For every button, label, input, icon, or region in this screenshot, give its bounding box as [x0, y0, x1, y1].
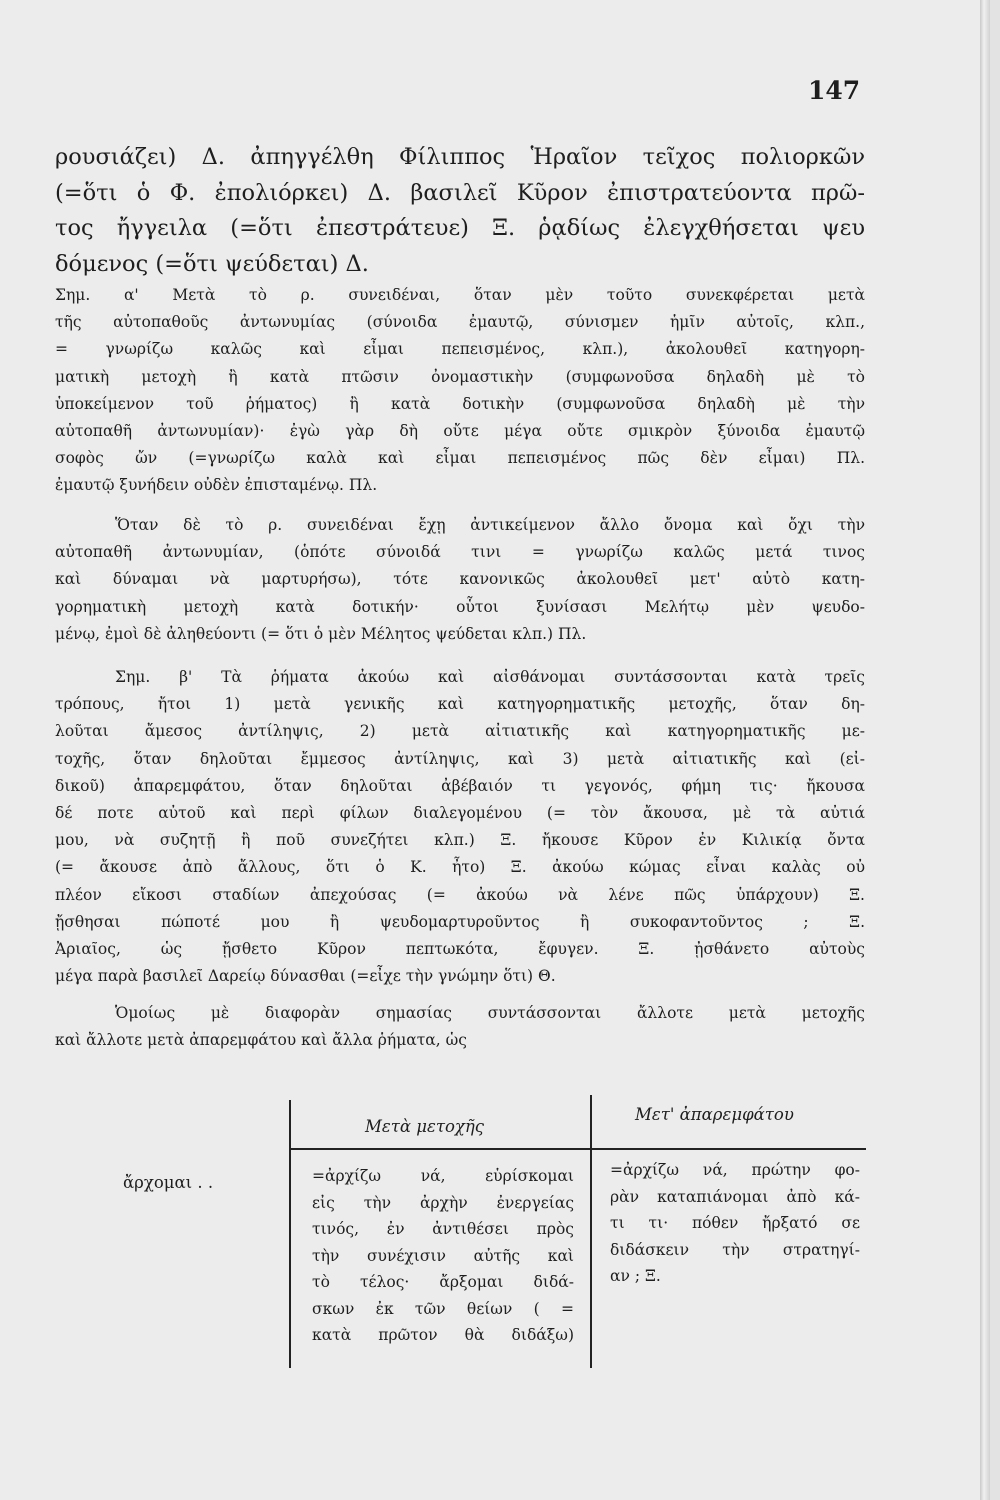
- text-line: Ὅταν δὲ τὸ ρ. συνειδέναι ἔχῃ ἀντικείμενον ἄλλο ὄνομα καὶ ὄχι τὴν: [115, 516, 865, 534]
- page-number: 147: [808, 76, 861, 105]
- cell-line: διδάσκειν τὴν στρατηγί-: [610, 1240, 860, 1259]
- text-line: σοφὸς ὤν (=γνωρίζω καλὰ καὶ εἶμαι πεπεισμένος πῶς δὲν εἶμαι) Πλ.: [55, 449, 865, 468]
- cell-line: αν ; Ξ.: [610, 1267, 661, 1285]
- participle-cell: [312, 1163, 574, 1349]
- paragraph-examples: [55, 140, 865, 282]
- text-line: πλέον εἴκοσι σταδίων ἀπεχούσας (= ἀκούω νὰ λένε πῶς ὑπάρχουν) Ξ.: [55, 885, 865, 904]
- text-line: αὐτοπαθῆ ἀντωνυμίαν, (ὁπότε σύνοιδά τινι = γνωρίζω καλῶς μετά τινος: [55, 543, 865, 562]
- cell-line: τὸ τέλος· ἄρξομαι διδά-: [312, 1273, 574, 1291]
- table-term: ἄρχομαι . .: [123, 1173, 214, 1192]
- cell-line: σκων ἐκ τῶν θείων ( =: [312, 1299, 574, 1318]
- text-line: δικοῦ) ἀπαρεμφάτου, ὅταν δηλοῦται ἀβέβαιόν τι γεγονός, φήμη τις· ἤκουσα: [55, 776, 865, 795]
- text-line: (= ἄκουσε ἀπὸ ἄλλους, ὅτι ὁ Κ. ἦτο) Ξ. ἀκούω κώμας εἶναι καλὰς οὐ: [55, 858, 865, 877]
- paragraph-intro-table: [55, 1000, 865, 1054]
- table-rule: [289, 1100, 291, 1368]
- text-line: Ὁμοίως μὲ διαφορὰν σημασίας συντάσσονται ἄλλοτε μετὰ μετοχῆς: [115, 1004, 865, 1022]
- comparison-table: [60, 1095, 866, 1370]
- text-line: δέ ποτε αὐτοῦ καὶ περὶ φίλων διαλεγομένου (= τὸν ἄκουσα, μὲ τὰ αὐτιά: [55, 804, 865, 823]
- text-line: τοχῆς, ὅταν δηλοῦται ἔμμεσος ἀντίληψις, καὶ 3) μετὰ αἰτιατικῆς καὶ (εἰ-: [55, 749, 865, 768]
- cell-line: τινός, ἐν ἀντιθέσει πρὸς: [312, 1220, 574, 1238]
- cell-line: τὴν συνέχισιν αὐτῆς καὶ: [312, 1246, 574, 1265]
- text-line: καὶ ἄλλοτε μετὰ ἀπαρεμφάτου καὶ ἄλλα ῥήματα, ὡς: [55, 1031, 467, 1050]
- text-line: τρόπους, ἤτοι 1) μετὰ γενικῆς καὶ κατηγορηματικῆς μετοχῆς, ὅταν δη-: [55, 695, 865, 714]
- note-alpha-continued: [55, 512, 865, 648]
- cell-line: εἰς τὴν ἀρχὴν ἐνεργείας: [312, 1193, 574, 1212]
- text-line: ρουσιάζει) Δ. ἀπηγγέλθη Φίλιππος Ἡραῖον τεῖχος πολιορκῶν: [55, 144, 865, 170]
- text-line: (=ὅτι ὁ Φ. ἐπολιόρκει) Δ. βασιλεῖ Κῦρον ἐπιστρατεύοντα πρῶ-: [55, 179, 865, 206]
- text-line: ἐμαυτῷ ξυνήδειν οὐδὲν ἐπισταμένῳ. Πλ.: [55, 476, 378, 495]
- column-header-infinitive: Μετ' ἀπαρεμφάτου: [635, 1105, 794, 1124]
- note-alpha: [55, 282, 865, 500]
- text-line: μου, νὰ συζητῇ ἢ ποῦ συνεζήτει κλπ.) Ξ. ἤκουσε Κῦρον ἐν Κιλικίᾳ ὄντα: [55, 831, 865, 850]
- cell-line: =ἀρχίζω νά, εὑρίσκομαι: [312, 1167, 574, 1185]
- text-line: ματικὴ μετοχὴ ἢ κατὰ πτῶσιν ὀνομαστικὴν (συμφωνοῦσα δηλαδὴ μὲ τὸ: [55, 367, 865, 386]
- infinitive-cell: [610, 1157, 860, 1290]
- text-line: = γνωρίζω καλῶς καὶ εἶμαι πεπεισμένος, κλπ.), ἀκολουθεῖ κατηγορη-: [55, 340, 865, 359]
- column-header-participle: Μετὰ μετοχῆς: [365, 1117, 485, 1136]
- cell-line: τι τι· πόθεν ἤρξατό σε: [610, 1214, 860, 1232]
- table-rule: [289, 1148, 866, 1150]
- text-line: καὶ δύναμαι νὰ μαρτυρήσω), τότε κανονικῶς ἀκολουθεῖ μετ' αὐτὸ κατη-: [55, 570, 865, 589]
- note-beta: [55, 664, 865, 990]
- text-line: μέγα παρὰ βασιλεῖ Δαρείῳ δύνασθαι (=εἶχε τὴν γνώμην ὅτι) Θ.: [55, 967, 556, 986]
- text-line: Σημ. β' Τὰ ῥήματα ἀκούω καὶ αἰσθάνομαι συντάσσονται κατὰ τρεῖς: [115, 668, 865, 686]
- cell-line: =ἀρχίζω νά, πρώτην φο-: [610, 1161, 860, 1179]
- table-rule: [590, 1095, 592, 1368]
- text-line: Σημ. α' Μετὰ τὸ ρ. συνειδέναι, ὅταν μὲν τοῦτο συνεκφέρεται μετὰ: [55, 286, 865, 304]
- text-line: Ἀριαῖος, ὡς ᾔσθετο Κῦρον πεπτωκότα, ἔφυγεν. Ξ. ᾐσθάνετο αὐτοὺς: [55, 940, 865, 959]
- text-line: τος ἤγγειλα (=ὅτι ἐπεστράτευε) Ξ. ῥᾳδίως ἐλεγχθήσεται ψευ: [55, 215, 865, 241]
- cell-line: ρὰν καταπιάνομαι ἀπὸ κά-: [610, 1187, 860, 1206]
- text-line: μένῳ, ἐμοὶ δὲ ἀληθεύοντι (= ὅτι ὁ μὲν Μέλητος ψεύδεται κλπ.) Πλ.: [55, 624, 587, 643]
- text-line: λοῦται ἄμεσος ἀντίληψις, 2) μετὰ αἰτιατικῆς καὶ κατηγορηματικῆς με-: [55, 722, 865, 741]
- text-line: τῆς αὐτοπαθοῦς ἀντωνυμίας (σύνοιδα ἐμαυτῷ, σύνισμεν ἡμῖν αὐτοῖς, κλπ.,: [55, 313, 865, 332]
- text-line: γορηματικὴ μετοχὴ κατὰ δοτικήν· οὗτοι ξυνίσασι Μελήτῳ μὲν ψευδο-: [55, 597, 865, 616]
- text-line: αὐτοπαθῆ ἀντωνυμίαν)· ἐγὼ γὰρ δὴ οὔτε μέγα οὔτε σμικρὸν ξύνοιδα ἐμαυτῷ: [55, 422, 865, 441]
- text-line: ὑποκείμενον τοῦ ῥήματος) ἢ κατὰ δοτικὴν (συμφωνοῦσα δηλαδὴ μὲ τὴν: [55, 394, 865, 413]
- page-edge: [980, 0, 990, 1500]
- cell-line: κατὰ πρῶτον θὰ διδάξω): [312, 1326, 574, 1344]
- text-line: ᾔσθησαι πώποτέ μου ἢ ψευδομαρτυροῦντος ἢ συκοφαντοῦντος ; Ξ.: [55, 912, 865, 931]
- text-line: δόμενος (=ὅτι ψεύδεται) Δ.: [55, 250, 369, 277]
